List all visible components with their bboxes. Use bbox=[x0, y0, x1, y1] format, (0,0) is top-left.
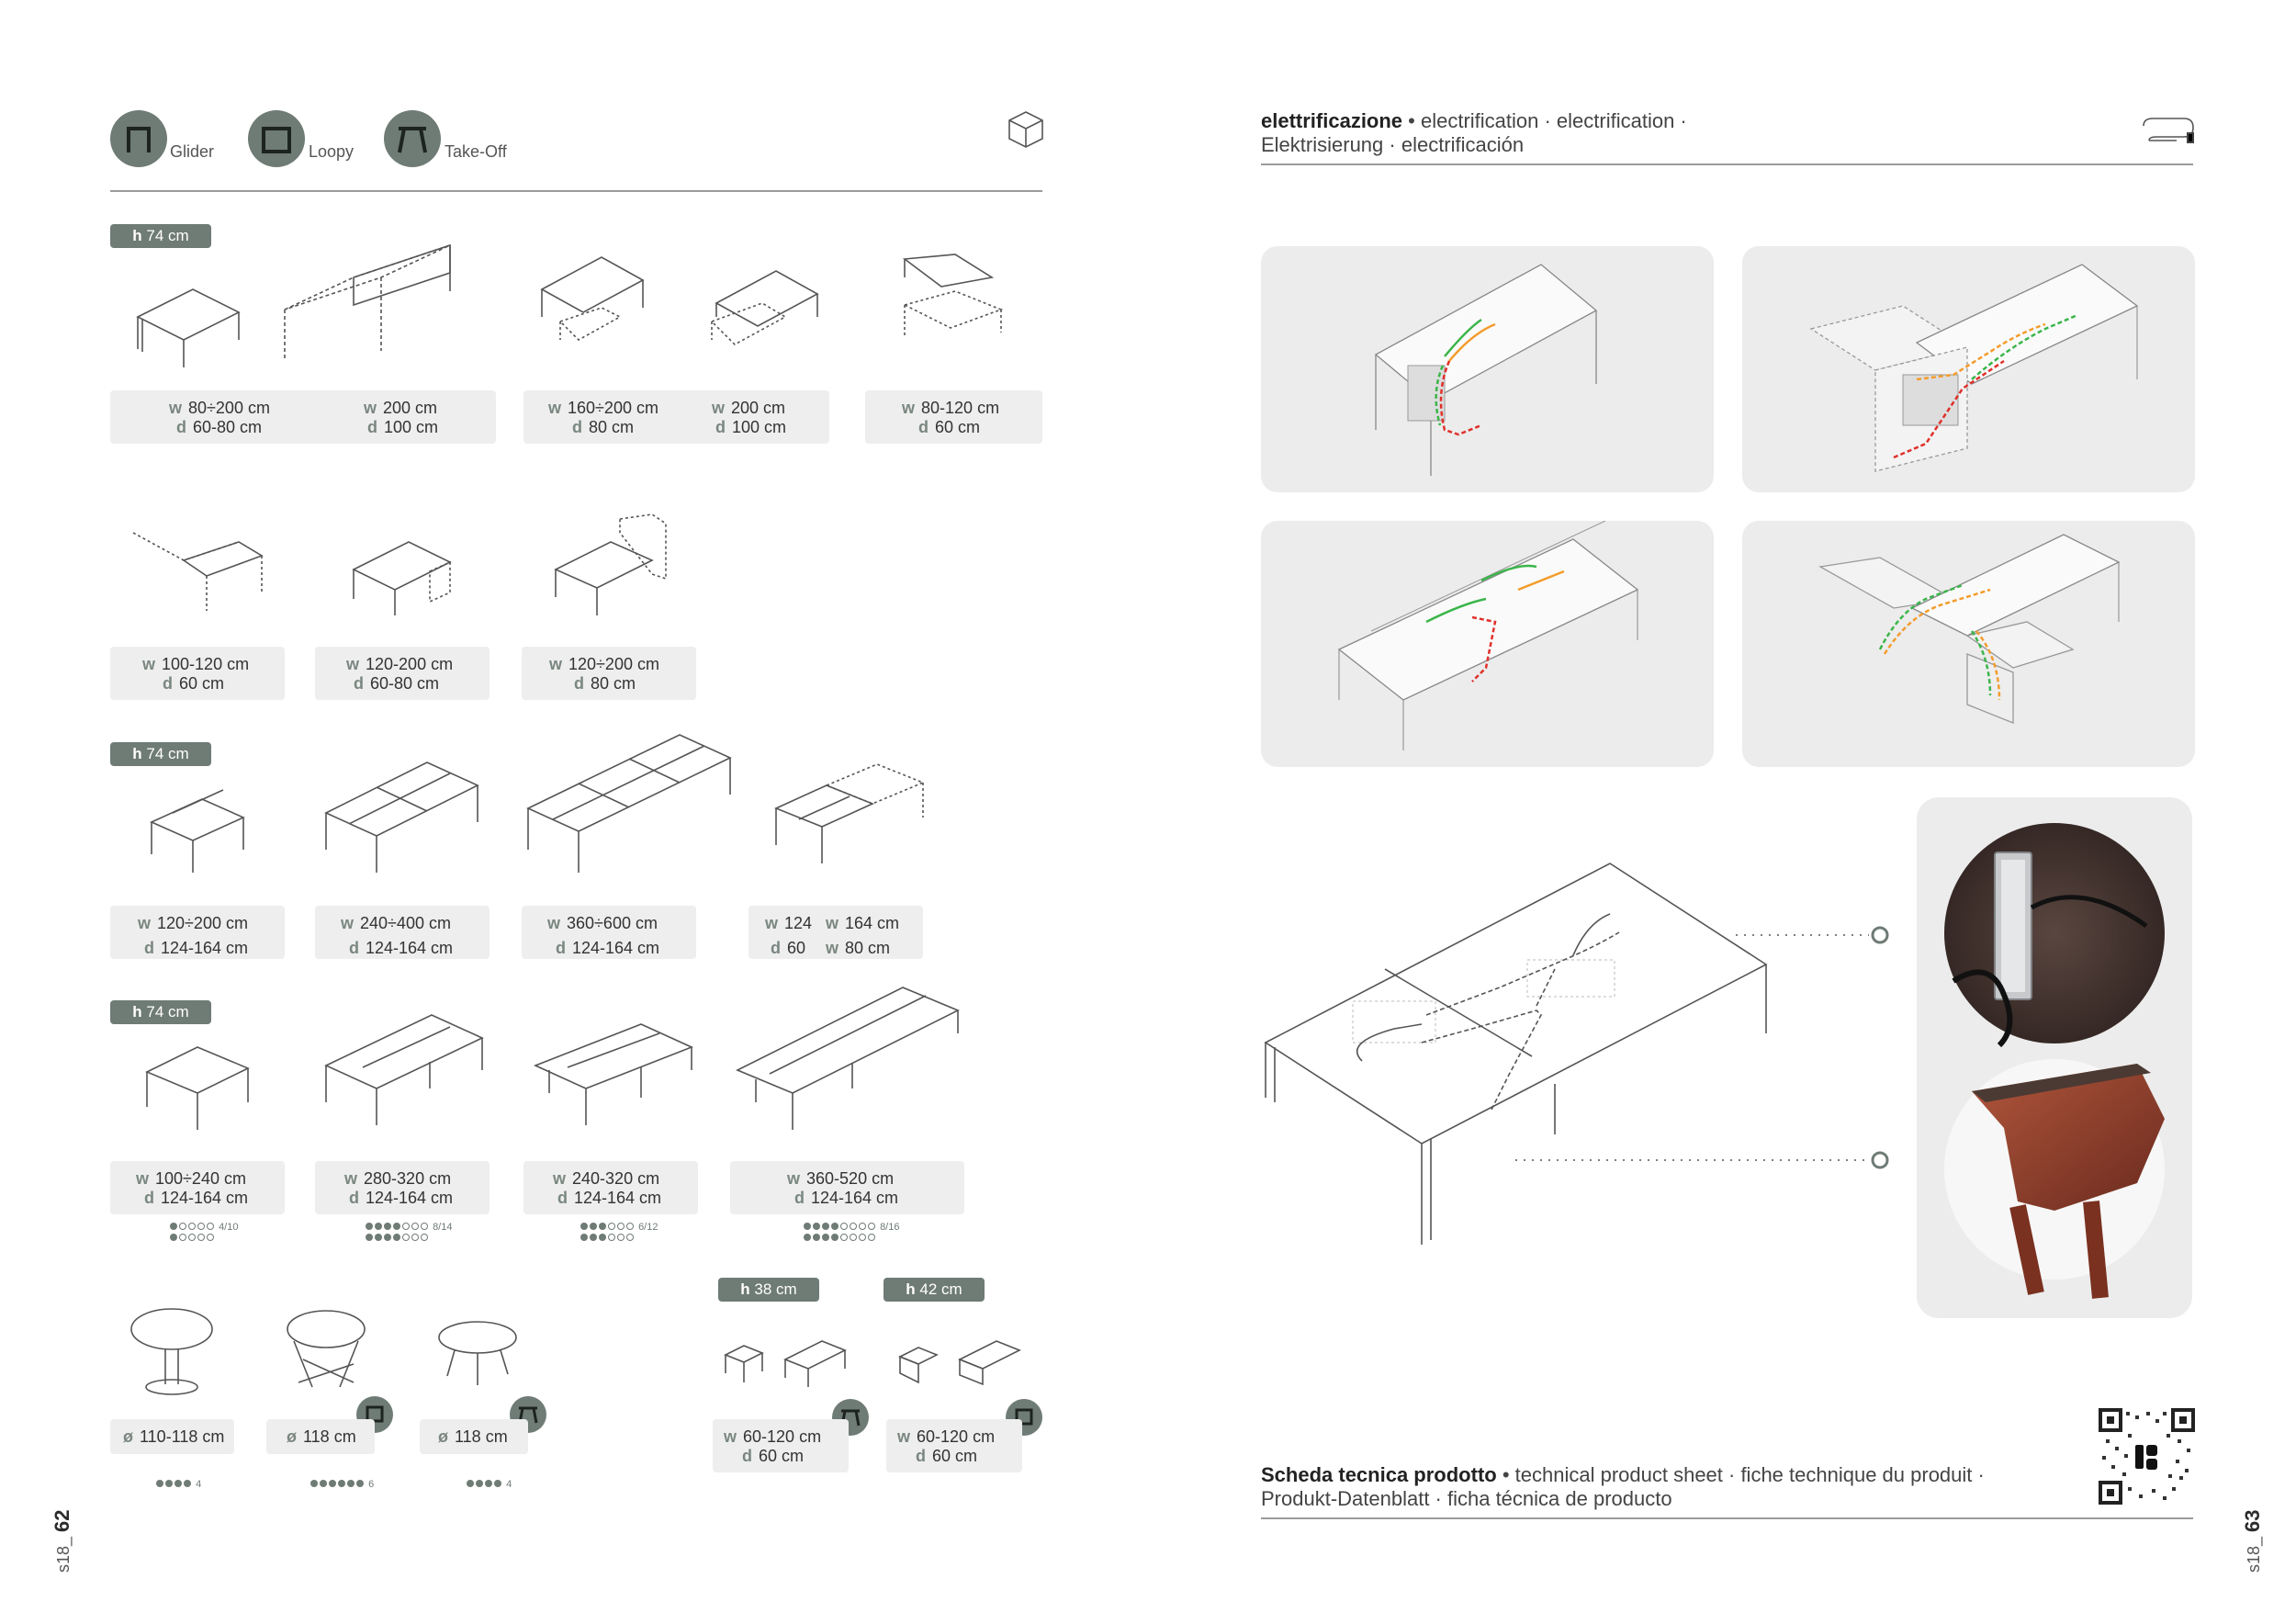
dimension-box: w 60-120 cm d 60 cm bbox=[886, 1419, 1022, 1472]
height-badge: h 74 cm bbox=[110, 742, 211, 766]
table-with-cabinet-drawing bbox=[537, 248, 647, 349]
legend-label-loopy: Loopy bbox=[309, 142, 355, 161]
dimension-box: ø 118 cm bbox=[266, 1419, 375, 1454]
takeoff-table-icon bbox=[384, 110, 441, 167]
height-badge: h 38 cm bbox=[718, 1278, 819, 1302]
dimension-box: w 100÷240 cm d 124-164 cm bbox=[110, 1161, 285, 1214]
bench-extension-drawing bbox=[771, 762, 928, 882]
coffee-table-loopy-drawing bbox=[895, 1336, 1024, 1392]
seat-capacity-indicator: 8/14 bbox=[366, 1222, 476, 1244]
table-with-side-cabinet-drawing bbox=[707, 262, 827, 363]
seat-capacity-indicator: 6 bbox=[310, 1479, 374, 1490]
dimension-box: ø 110-118 cm bbox=[110, 1419, 234, 1454]
dimension-box: w 124 d 60 w 164 cm w 80 cm bbox=[748, 906, 923, 959]
seat-capacity-indicator: 4/10 bbox=[170, 1222, 253, 1244]
dimension-box: w 60-120 cm d 60 cm bbox=[713, 1419, 849, 1472]
dimension-box: ø 118 cm bbox=[420, 1419, 528, 1454]
glider-table-icon bbox=[110, 110, 167, 167]
dimension-box: w 160÷200 cm d 80 cm w 200 cm d 100 cm bbox=[523, 390, 829, 444]
right-header-rule bbox=[1261, 164, 2193, 165]
meeting-table-large-drawing bbox=[321, 1010, 487, 1130]
section-title: elettrificazione • electrification · electrification · bbox=[1261, 109, 1687, 132]
detail-panel bbox=[1917, 797, 2192, 1318]
left-header-rule bbox=[110, 190, 1042, 192]
cable-plug-icon bbox=[2140, 115, 2197, 148]
right-footer-rule bbox=[1261, 1517, 2193, 1519]
coffee-table-drawing bbox=[721, 1336, 850, 1392]
dimension-box: w 100-120 cm d 60 cm bbox=[110, 647, 285, 700]
meeting-table-drawing bbox=[142, 1043, 253, 1134]
dimension-box: w 120÷200 cm d 80 cm bbox=[522, 647, 696, 700]
legend-label-takeoff: Take-Off bbox=[445, 142, 507, 161]
page-number: s18_ 62 bbox=[51, 1509, 73, 1573]
seat-capacity-indicator: 6/12 bbox=[580, 1222, 681, 1244]
bench-2-drawing bbox=[147, 790, 248, 882]
dimension-box: w 80÷200 cm d 60-80 cm w 200 cm d 100 cm bbox=[110, 390, 496, 444]
height-badge: h 74 cm bbox=[110, 224, 211, 248]
leader-line bbox=[1736, 926, 1892, 944]
electrification-panel bbox=[1261, 521, 1714, 767]
electrification-panel bbox=[1261, 246, 1714, 492]
loopy-table-icon bbox=[248, 110, 305, 167]
seat-capacity-indicator: 4 bbox=[156, 1479, 201, 1490]
dimension-box: w 280-320 cm d 124-164 cm bbox=[315, 1161, 490, 1214]
dimension-box: w 120÷200 cm d 124-164 cm bbox=[110, 906, 285, 959]
bench-electrification-drawing bbox=[1261, 859, 1775, 1254]
legend-label-glider: Glider bbox=[170, 142, 215, 161]
dimension-box: w 120-200 cm d 60-80 cm bbox=[315, 647, 490, 700]
height-badge: h 74 cm bbox=[110, 1000, 211, 1024]
meeting-table-xl-drawing bbox=[733, 983, 962, 1134]
qr-code-icon[interactable] bbox=[2099, 1408, 2195, 1505]
section-subtitle: Elektrisierung · electrificación bbox=[1261, 133, 1525, 156]
table-drawing bbox=[133, 271, 243, 372]
bench-6-drawing bbox=[523, 730, 735, 882]
seat-capacity-indicator: 8/16 bbox=[804, 1222, 932, 1244]
dimension-box: w 240-320 cm d 124-164 cm bbox=[523, 1161, 698, 1214]
product-sheet-subtitle: Produkt-Datenblatt · ficha técnica de producto bbox=[1261, 1487, 1672, 1510]
dimension-box: w 240÷400 cm d 124-164 cm bbox=[315, 906, 490, 959]
desk-with-bookcase-drawing bbox=[551, 510, 670, 620]
bench-4-drawing bbox=[321, 758, 482, 882]
page-number: s18_ 63 bbox=[2241, 1509, 2264, 1573]
product-sheet-title: Scheda tecnica prodotto • technical product sheet · fiche technique du produit · bbox=[1261, 1463, 1985, 1486]
height-badge: h 42 cm bbox=[884, 1278, 985, 1302]
electrification-panel bbox=[1742, 521, 2195, 767]
round-table-takeoff-drawing bbox=[436, 1321, 519, 1394]
electrification-panel bbox=[1742, 246, 2195, 492]
seat-capacity-indicator: 4 bbox=[467, 1479, 512, 1490]
leader-line bbox=[1515, 1151, 1892, 1169]
dimension-box: w 360÷600 cm d 124-164 cm bbox=[522, 906, 696, 959]
table-return-drawing bbox=[129, 519, 266, 620]
round-table-loopy-drawing bbox=[285, 1309, 367, 1396]
meeting-table-long-drawing bbox=[531, 1020, 696, 1134]
3d-cube-icon bbox=[1006, 108, 1046, 149]
desk-with-pedestal-drawing bbox=[349, 533, 459, 620]
round-table-pedestal-drawing bbox=[129, 1306, 216, 1398]
dimension-box: w 360-520 cm d 124-164 cm bbox=[730, 1161, 964, 1214]
table-extension-drawing bbox=[280, 241, 455, 369]
dimension-box: w 80-120 cm d 60 cm bbox=[865, 390, 1042, 444]
corner-extension-drawing bbox=[900, 250, 1010, 360]
